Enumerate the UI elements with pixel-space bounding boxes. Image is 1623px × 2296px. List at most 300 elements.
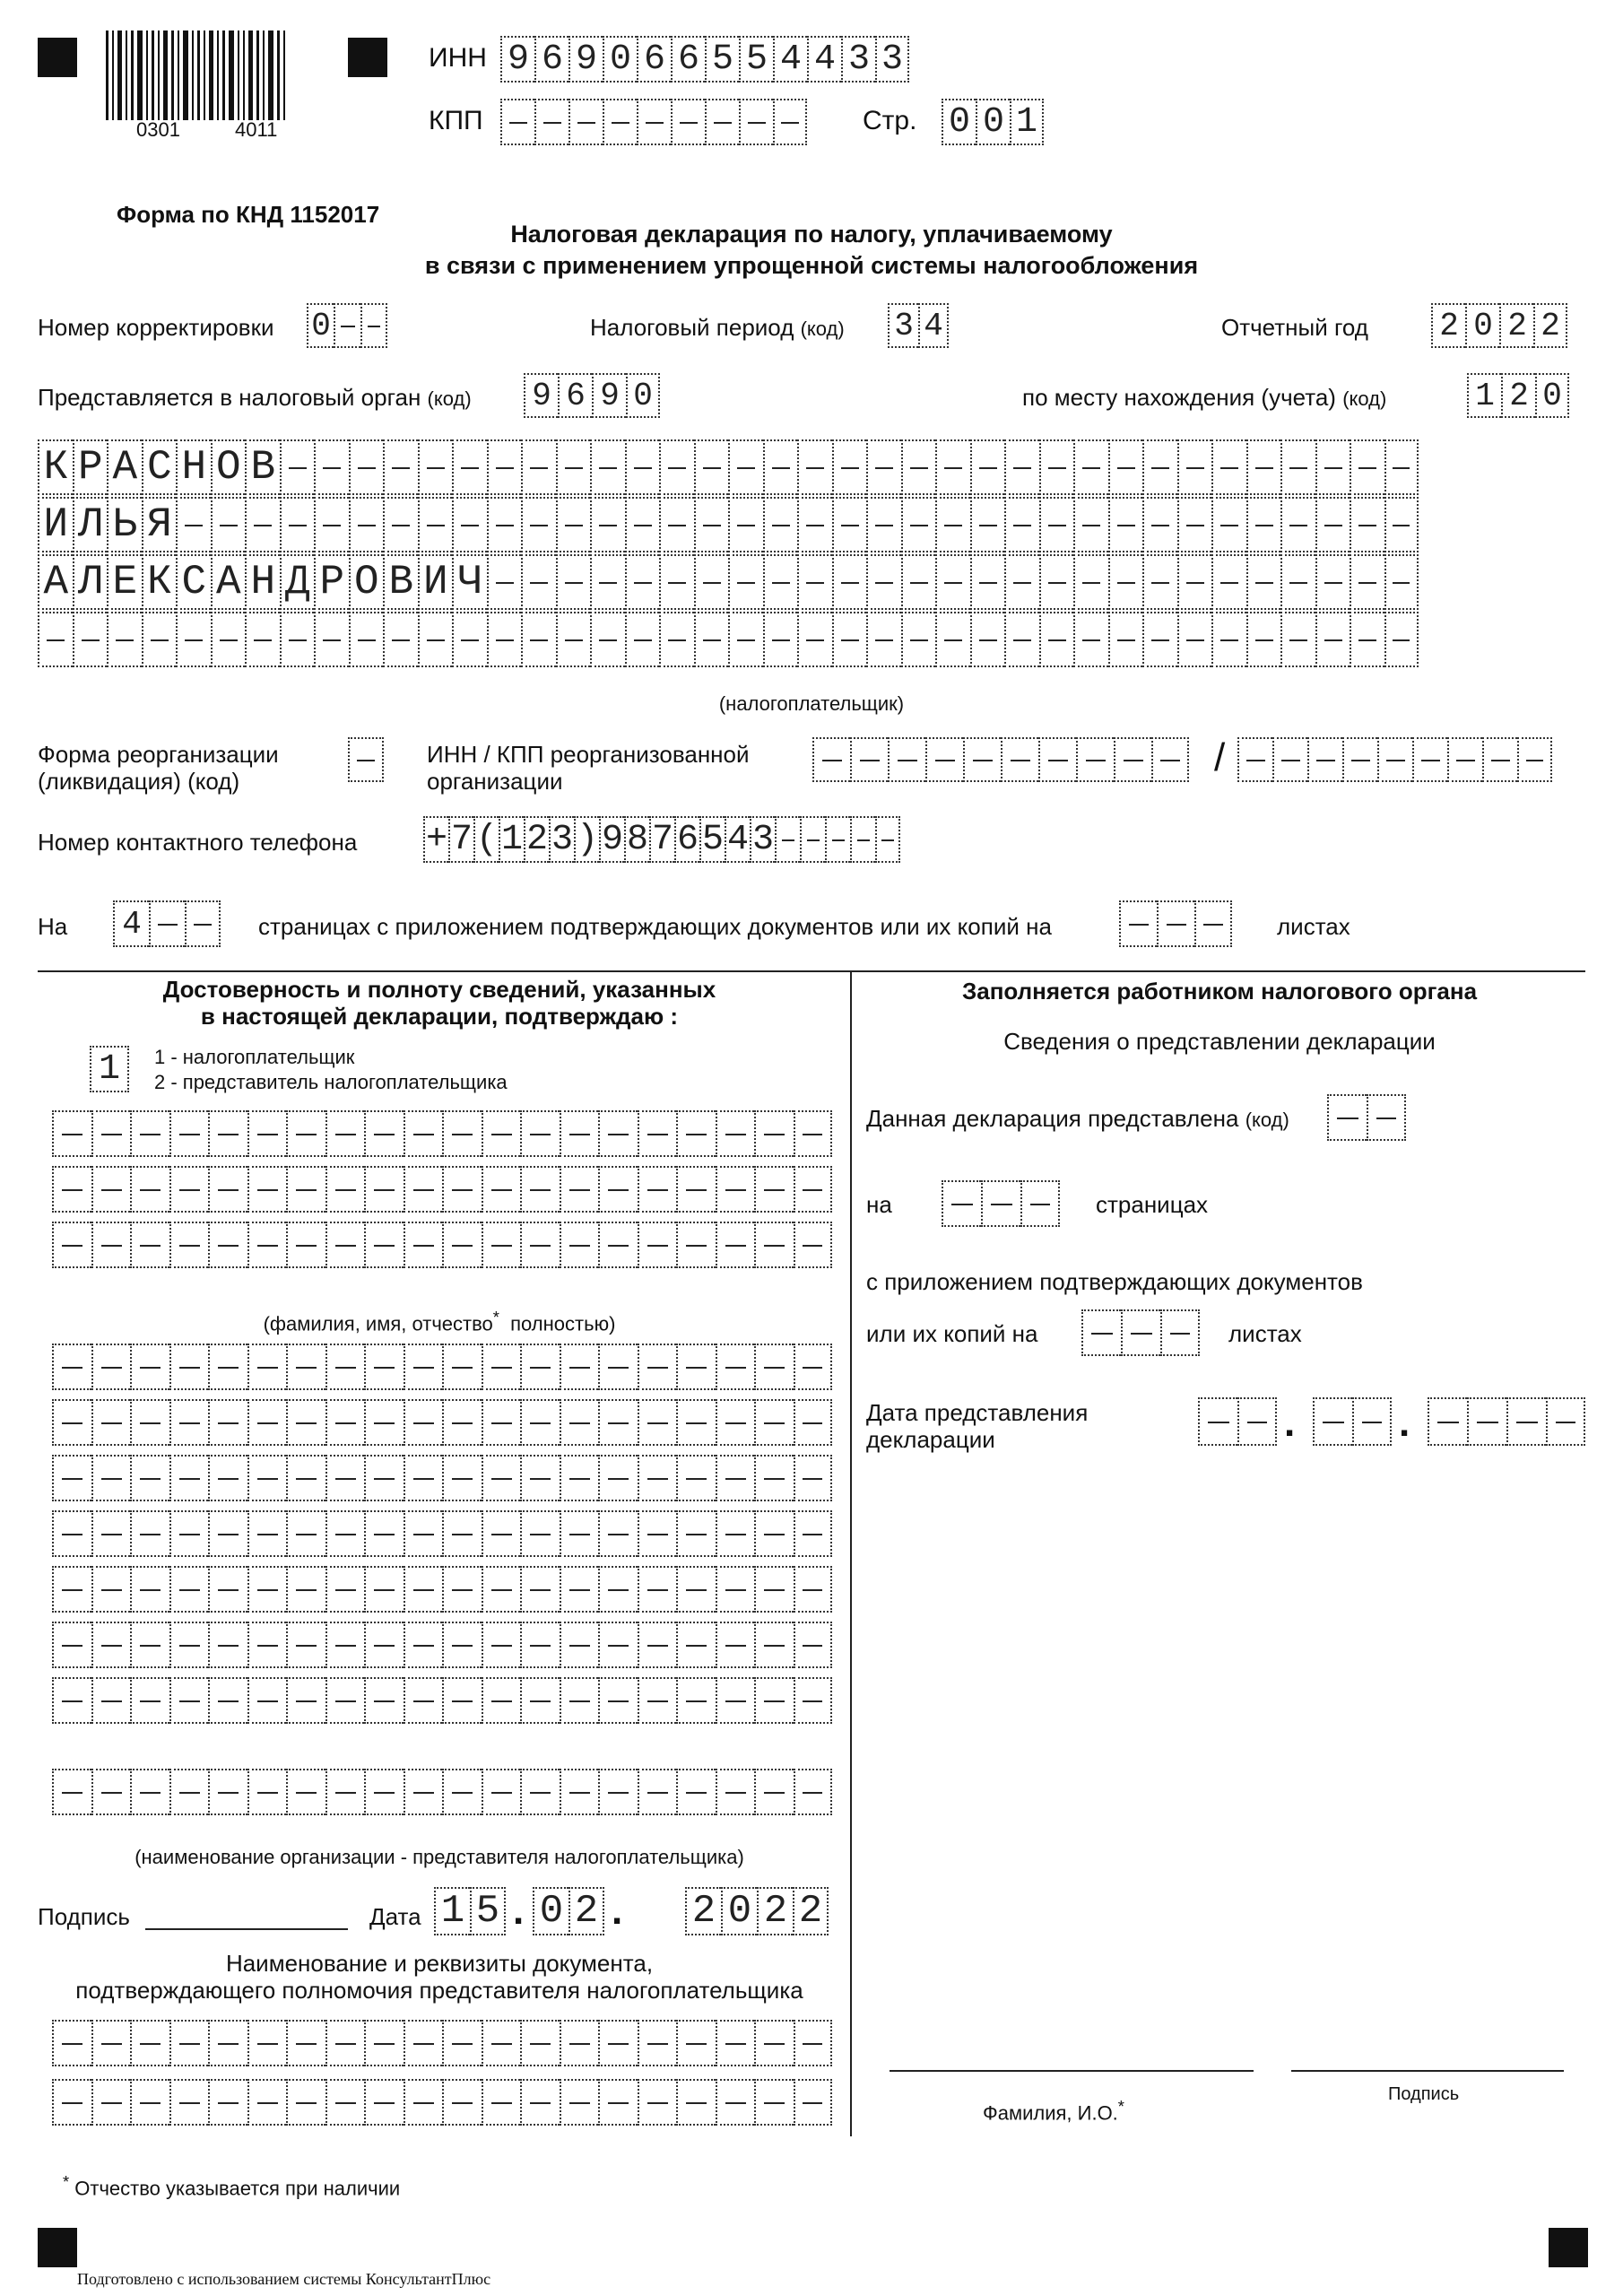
char-cell[interactable] [487,554,522,610]
char-cell[interactable] [442,1622,482,1668]
char-cell[interactable] [1307,737,1342,782]
char-cell[interactable] [1038,737,1076,782]
char-cell[interactable] [404,1622,443,1668]
char-cell[interactable] [1237,737,1272,782]
char-cell[interactable]: 8 [624,816,649,863]
char-cell[interactable] [1246,612,1281,667]
char-cell[interactable] [169,1455,209,1501]
char-cell[interactable] [1039,497,1074,552]
char-cell[interactable] [520,1769,560,1815]
char-cell[interactable] [598,1769,638,1815]
char-cell[interactable]: 2 [757,1887,793,1935]
char-cell[interactable] [716,1510,755,1557]
char-cell[interactable] [91,1566,131,1613]
char-cell[interactable]: 0 [976,99,1010,145]
char-cell[interactable] [560,2020,599,2066]
char-cell[interactable] [794,1622,833,1668]
char-cell[interactable] [754,1510,794,1557]
char-cell[interactable] [383,497,418,552]
char-cell[interactable]: 0 [942,99,976,145]
char-cell[interactable]: А [211,554,246,610]
char-cell[interactable]: К [38,439,73,495]
char-cell[interactable] [1039,439,1074,495]
char-cell[interactable] [325,2079,365,2126]
char-cell[interactable] [560,1510,599,1557]
char-cell[interactable] [560,1677,599,1724]
char-cell[interactable] [625,439,660,495]
char-cell[interactable] [325,2020,365,2066]
presentation-date-month[interactable] [1313,1397,1392,1446]
char-cell[interactable] [130,1344,169,1390]
char-cell[interactable] [568,99,603,145]
char-cell[interactable] [638,1222,677,1268]
char-cell[interactable]: 6 [637,36,671,83]
char-cell[interactable] [590,497,625,552]
char-cell[interactable] [208,1622,247,1668]
char-cell[interactable] [716,1166,755,1213]
char-cell[interactable] [442,2079,482,2126]
char-cell[interactable] [91,1166,131,1213]
char-cell[interactable] [520,1399,560,1446]
char-cell[interactable] [638,1110,677,1157]
char-cell[interactable] [314,439,349,495]
char-cell[interactable] [598,1677,638,1724]
fio-line-1[interactable] [52,1110,832,1157]
char-cell[interactable] [52,2020,91,2066]
char-cell[interactable] [1280,497,1315,552]
char-cell[interactable] [716,1110,755,1157]
char-cell[interactable] [286,1166,325,1213]
page-cells[interactable] [942,99,1044,145]
char-cell[interactable] [91,1769,131,1815]
char-cell[interactable] [521,439,556,495]
char-cell[interactable] [1211,439,1246,495]
char-cell[interactable] [325,1769,365,1815]
presentation-date-year[interactable] [1428,1397,1585,1446]
char-cell[interactable] [676,1510,716,1557]
char-cell[interactable] [208,2020,247,2066]
doc-line-1[interactable] [52,2020,832,2066]
char-cell[interactable] [520,1166,560,1213]
char-cell[interactable] [1506,1397,1546,1446]
char-cell[interactable] [598,1344,638,1390]
char-cell[interactable] [1108,554,1143,610]
char-cell[interactable] [1108,497,1143,552]
char-cell[interactable] [981,1180,1020,1227]
char-cell[interactable] [942,1180,981,1227]
char-cell[interactable] [716,1622,755,1668]
char-cell[interactable] [245,497,280,552]
char-cell[interactable] [482,1166,521,1213]
char-cell[interactable] [754,1677,794,1724]
char-cell[interactable] [286,1344,325,1390]
char-cell[interactable] [875,816,900,863]
char-cell[interactable] [1073,497,1108,552]
char-cell[interactable]: 0 [1465,303,1499,348]
char-cell[interactable] [676,2079,716,2126]
char-cell[interactable] [130,1222,169,1268]
char-cell[interactable] [694,612,729,667]
char-cell[interactable] [520,1222,560,1268]
char-cell[interactable]: О [211,439,246,495]
char-cell[interactable]: 1 [434,1887,470,1935]
char-cell[interactable] [280,497,315,552]
char-cell[interactable] [286,1399,325,1446]
char-cell[interactable] [1004,497,1039,552]
char-cell[interactable] [325,1510,365,1557]
officer-pages-cells[interactable] [942,1180,1060,1227]
char-cell[interactable]: 9 [500,36,534,83]
org-line-3[interactable] [52,1455,832,1501]
org-line-5[interactable] [52,1566,832,1613]
char-cell[interactable] [1350,439,1384,495]
char-cell[interactable] [130,1166,169,1213]
char-cell[interactable] [482,2020,521,2066]
char-cell[interactable] [763,497,798,552]
kpp-cells[interactable] [500,99,807,145]
char-cell[interactable]: Р [73,439,108,495]
char-cell[interactable] [970,439,1005,495]
char-cell[interactable] [866,439,901,495]
char-cell[interactable] [560,1399,599,1446]
char-cell[interactable] [520,1510,560,1557]
char-cell[interactable] [404,1110,443,1157]
char-cell[interactable] [970,554,1005,610]
char-cell[interactable] [638,1769,677,1815]
char-cell[interactable]: 2 [1499,303,1533,348]
char-cell[interactable] [325,1622,365,1668]
char-cell[interactable] [598,1222,638,1268]
char-cell[interactable] [404,1677,443,1724]
char-cell[interactable] [1073,554,1108,610]
pages-count-cells[interactable] [113,900,221,947]
reorg-form-cells[interactable] [348,737,384,782]
char-cell[interactable] [1039,612,1074,667]
char-cell[interactable]: 2 [568,1887,604,1935]
char-cell[interactable] [794,1455,833,1501]
char-cell[interactable] [482,1110,521,1157]
char-cell[interactable]: 3 [750,816,775,863]
char-cell[interactable] [169,1622,209,1668]
char-cell[interactable] [590,439,625,495]
char-cell[interactable]: 7 [649,816,674,863]
char-cell[interactable] [1194,900,1232,947]
char-cell[interactable] [520,1110,560,1157]
taxpayer-line-3[interactable] [38,554,1419,610]
char-cell[interactable] [520,1622,560,1668]
char-cell[interactable] [442,1677,482,1724]
date-day-cells[interactable] [434,1887,506,1935]
char-cell[interactable] [482,1344,521,1390]
char-cell[interactable] [1377,737,1412,782]
char-cell[interactable] [625,497,660,552]
char-cell[interactable] [1004,439,1039,495]
char-cell[interactable] [91,1110,131,1157]
char-cell[interactable] [763,439,798,495]
char-cell[interactable] [598,1566,638,1613]
char-cell[interactable]: 9 [599,816,624,863]
char-cell[interactable] [935,554,970,610]
char-cell[interactable]: В [383,554,418,610]
char-cell[interactable] [208,1677,247,1724]
char-cell[interactable] [286,1110,325,1157]
char-cell[interactable] [754,1344,794,1390]
char-cell[interactable] [52,1344,91,1390]
char-cell[interactable] [208,1566,247,1613]
char-cell[interactable] [442,1455,482,1501]
char-cell[interactable] [1177,612,1212,667]
char-cell[interactable] [404,1510,443,1557]
char-cell[interactable] [325,1344,365,1390]
char-cell[interactable] [1352,1397,1392,1446]
char-cell[interactable] [452,497,487,552]
char-cell[interactable] [364,2079,404,2126]
char-cell[interactable] [130,1677,169,1724]
char-cell[interactable] [52,2079,91,2126]
char-cell[interactable]: 3 [888,303,918,348]
period-cells[interactable] [888,303,949,348]
reorg-inn-cells[interactable] [812,737,1189,782]
char-cell[interactable] [832,439,867,495]
char-cell[interactable] [1313,1397,1352,1446]
char-cell[interactable] [676,2020,716,2066]
char-cell[interactable] [598,2020,638,2066]
char-cell[interactable] [1350,497,1384,552]
char-cell[interactable] [763,612,798,667]
char-cell[interactable] [556,612,591,667]
char-cell[interactable] [521,554,556,610]
char-cell[interactable] [866,612,901,667]
char-cell[interactable]: 7 [448,816,473,863]
char-cell[interactable]: Р [314,554,349,610]
char-cell[interactable] [383,439,418,495]
char-cell[interactable] [247,1769,287,1815]
char-cell[interactable]: О [349,554,384,610]
char-cell[interactable] [716,1455,755,1501]
char-cell[interactable]: В [245,439,280,495]
char-cell[interactable] [560,1566,599,1613]
char-cell[interactable] [521,612,556,667]
char-cell[interactable] [935,612,970,667]
signature-line[interactable] [145,1928,348,1930]
char-cell[interactable] [739,99,773,145]
char-cell[interactable] [598,1110,638,1157]
org-line-8[interactable] [52,1769,832,1815]
char-cell[interactable] [52,1566,91,1613]
char-cell[interactable] [286,2079,325,2126]
char-cell[interactable] [1315,439,1350,495]
char-cell[interactable] [625,554,660,610]
char-cell[interactable] [1142,439,1177,495]
char-cell[interactable] [754,1110,794,1157]
char-cell[interactable] [1073,612,1108,667]
char-cell[interactable] [590,554,625,610]
char-cell[interactable]: 6 [558,373,592,418]
char-cell[interactable]: 2 [524,816,549,863]
char-cell[interactable] [638,1566,677,1613]
char-cell[interactable]: 4 [807,36,841,83]
char-cell[interactable] [797,439,832,495]
char-cell[interactable] [716,1677,755,1724]
char-cell[interactable]: ) [574,816,599,863]
char-cell[interactable] [676,1566,716,1613]
char-cell[interactable] [1160,1309,1200,1356]
char-cell[interactable] [364,1110,404,1157]
char-cell[interactable] [825,816,850,863]
char-cell[interactable] [694,497,729,552]
char-cell[interactable] [598,1166,638,1213]
char-cell[interactable] [832,612,867,667]
char-cell[interactable] [866,554,901,610]
char-cell[interactable] [1211,497,1246,552]
char-cell[interactable] [247,1566,287,1613]
char-cell[interactable] [1004,554,1039,610]
char-cell[interactable] [442,1110,482,1157]
char-cell[interactable] [404,1344,443,1390]
inn-cells[interactable] [500,36,909,83]
char-cell[interactable] [91,2079,131,2126]
char-cell[interactable] [364,1344,404,1390]
char-cell[interactable] [169,1222,209,1268]
char-cell[interactable] [176,497,211,552]
fio-line-2[interactable] [52,1166,832,1213]
char-cell[interactable] [754,2079,794,2126]
char-cell[interactable] [638,1510,677,1557]
char-cell[interactable] [91,1677,131,1724]
char-cell[interactable] [850,737,888,782]
char-cell[interactable]: 0 [721,1887,757,1935]
char-cell[interactable] [487,439,522,495]
char-cell[interactable] [1384,612,1419,667]
char-cell[interactable] [1211,612,1246,667]
char-cell[interactable] [1315,497,1350,552]
char-cell[interactable]: 1 [1010,99,1044,145]
char-cell[interactable] [638,1622,677,1668]
char-cell[interactable] [901,612,936,667]
char-cell[interactable] [52,1769,91,1815]
char-cell[interactable] [73,612,108,667]
char-cell[interactable] [754,1455,794,1501]
char-cell[interactable]: 4 [773,36,807,83]
char-cell[interactable] [560,1110,599,1157]
char-cell[interactable] [325,1399,365,1446]
char-cell[interactable] [1142,554,1177,610]
char-cell[interactable] [176,612,211,667]
char-cell[interactable]: 9 [592,373,626,418]
char-cell[interactable] [598,1510,638,1557]
char-cell[interactable] [520,2079,560,2126]
char-cell[interactable] [52,1166,91,1213]
char-cell[interactable] [247,1222,287,1268]
char-cell[interactable] [901,439,936,495]
char-cell[interactable] [1315,554,1350,610]
char-cell[interactable] [797,612,832,667]
char-cell[interactable] [1108,612,1143,667]
doc-line-2[interactable] [52,2079,832,2126]
char-cell[interactable] [1327,1094,1367,1141]
char-cell[interactable] [169,1769,209,1815]
char-cell[interactable] [1211,554,1246,610]
char-cell[interactable] [520,1677,560,1724]
char-cell[interactable] [754,1769,794,1815]
char-cell[interactable] [1246,554,1281,610]
char-cell[interactable] [671,99,705,145]
char-cell[interactable] [603,99,637,145]
char-cell[interactable] [442,2020,482,2066]
year-cells[interactable] [1431,303,1567,348]
char-cell[interactable] [534,99,568,145]
char-cell[interactable] [775,816,800,863]
taxpayer-line-2[interactable] [38,497,1419,552]
char-cell[interactable] [286,2020,325,2066]
char-cell[interactable]: 6 [534,36,568,83]
char-cell[interactable] [676,1222,716,1268]
char-cell[interactable] [169,1510,209,1557]
char-cell[interactable]: 0 [533,1887,568,1935]
char-cell[interactable] [676,1166,716,1213]
char-cell[interactable]: 2 [1533,303,1567,348]
char-cell[interactable] [325,1166,365,1213]
char-cell[interactable] [360,303,387,348]
char-cell[interactable] [694,439,729,495]
char-cell[interactable]: 2 [793,1887,829,1935]
char-cell[interactable] [364,1510,404,1557]
char-cell[interactable] [404,1399,443,1446]
char-cell[interactable] [625,612,660,667]
char-cell[interactable] [130,1769,169,1815]
char-cell[interactable] [442,1510,482,1557]
char-cell[interactable] [325,1222,365,1268]
org-line-7[interactable] [52,1677,832,1724]
char-cell[interactable] [404,1222,443,1268]
char-cell[interactable] [1384,554,1419,610]
location-cells[interactable] [1467,373,1569,418]
char-cell[interactable] [349,439,384,495]
char-cell[interactable] [208,1166,247,1213]
char-cell[interactable] [794,1222,833,1268]
char-cell[interactable] [716,1344,755,1390]
presented-code-cells[interactable] [1327,1094,1406,1141]
char-cell[interactable] [142,612,177,667]
char-cell[interactable] [482,1677,521,1724]
char-cell[interactable]: 4 [113,900,149,947]
char-cell[interactable] [487,612,522,667]
char-cell[interactable] [247,1166,287,1213]
char-cell[interactable] [728,439,763,495]
officer-signature-line[interactable] [1291,2070,1564,2072]
char-cell[interactable]: Я [142,497,177,552]
char-cell[interactable] [442,1344,482,1390]
char-cell[interactable]: И [418,554,453,610]
char-cell[interactable] [716,1222,755,1268]
reorg-kpp-cells[interactable] [1237,737,1552,782]
char-cell[interactable] [728,497,763,552]
char-cell[interactable]: Д [280,554,315,610]
char-cell[interactable]: 6 [671,36,705,83]
char-cell[interactable] [970,497,1005,552]
char-cell[interactable]: 9 [568,36,603,83]
char-cell[interactable] [832,497,867,552]
char-cell[interactable] [963,737,1001,782]
char-cell[interactable] [52,1222,91,1268]
char-cell[interactable] [676,1677,716,1724]
char-cell[interactable] [705,99,739,145]
char-cell[interactable] [1142,612,1177,667]
char-cell[interactable] [169,1166,209,1213]
char-cell[interactable] [404,1566,443,1613]
char-cell[interactable] [91,1455,131,1501]
char-cell[interactable] [1428,1397,1467,1446]
